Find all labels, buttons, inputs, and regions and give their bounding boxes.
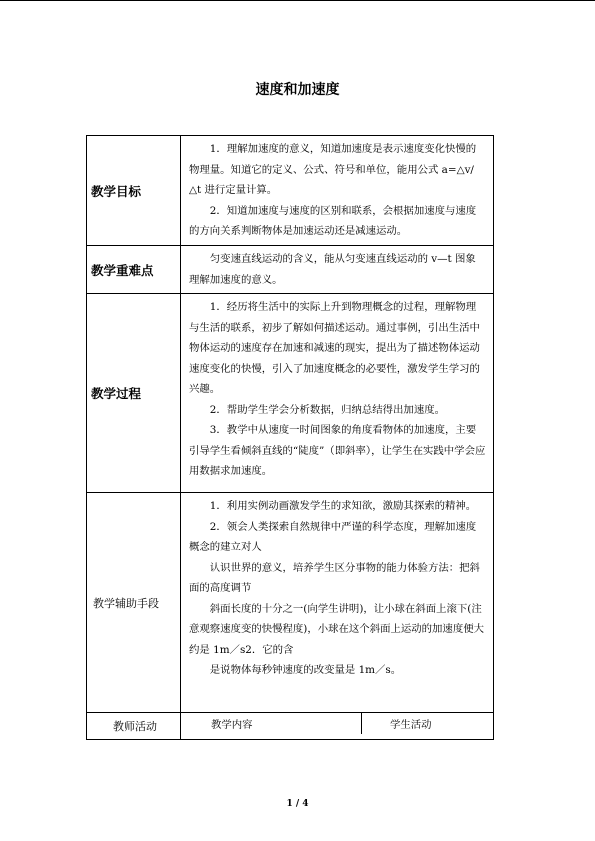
process-paragraph-3: 3．教学中从速度一时间图象的角度看物体的加速度，主要引导学生看倾斜直线的“陡度”（即斜率），让学生在实践中学会应用数据求加速度。 bbox=[189, 424, 486, 477]
aids-paragraph-3: 认识世界的意义，培养学生区分事物的能力体验方法：把斜面的高度调节 bbox=[189, 561, 480, 594]
row-content-goals bbox=[181, 136, 494, 246]
row-content-key-points bbox=[181, 246, 494, 294]
row-content-aids bbox=[181, 493, 494, 713]
key-points-paragraph-1: 匀变速直线运动的含义，能从匀变速直线运动的 v—t 图象理解加速度的意义。 bbox=[189, 253, 476, 286]
table-row-activity-header bbox=[87, 713, 494, 740]
header-split-cell bbox=[181, 713, 494, 740]
row-label-key-points: 教学重难点 bbox=[87, 246, 181, 294]
header-teacher-activity: 教师活动 bbox=[87, 713, 181, 740]
header-teaching-content: 教学内容 bbox=[211, 719, 253, 731]
table-row-process bbox=[87, 294, 494, 493]
goals-paragraph-2: 2．知道加速度与速度的区别和联系，会根据加速度与速度的方向关系判断物体是加速运动还是减速运动。 bbox=[189, 204, 477, 237]
table-row-key-points bbox=[87, 246, 494, 294]
row-label-aids: 教学辅助手段 bbox=[87, 493, 181, 713]
document-title: 速度和加速度 bbox=[255, 82, 340, 98]
aids-paragraph-4: 斜面长度的十分之一(向学生讲明)，让小球在斜面上滚下(注意观察速度变的快慢程度)，小球在这个斜面上运动的加速度便大约是 1m／s2．它的含 bbox=[189, 602, 484, 656]
lesson-plan-table bbox=[86, 135, 494, 740]
table-row-aids bbox=[87, 493, 494, 713]
top-rule bbox=[0, 0, 595, 1]
aids-paragraph-5: 是说物体每秒钟速度的改变量是 1m／s。 bbox=[209, 664, 402, 676]
process-paragraph-2: 2．帮助学生学会分析数据，归纳总结得出加速度。 bbox=[209, 403, 445, 416]
page-indicator: 1 / 4 bbox=[286, 799, 309, 809]
row-content-process bbox=[181, 294, 494, 493]
row-label-process: 教学过程 bbox=[87, 294, 181, 493]
goals-paragraph-1: 1．理解加速度的意义，知道加速度是表示速度变化快慢的物理量。知道它的定义、公式、符号和单位，能用公式 a=△v/△t 进行定量计算。 bbox=[189, 143, 477, 196]
row-label-goals: 教学目标 bbox=[87, 136, 181, 246]
header-inner-table bbox=[181, 713, 493, 734]
header-student-activity: 学生活动 bbox=[362, 713, 494, 734]
process-paragraph-1: 1．经历将生活中的实际上升到物理概念的过程，理解物理与生活的联系，初步了解如何描述运动。通过事例，引出生活中物体运动的速度存在加速和减速的现实，提出为了描述物体运动速度变化的快慢，引入了加速度概念的必要性，激发学生学习的兴趣。 bbox=[189, 301, 480, 395]
table-row-goals bbox=[87, 136, 494, 246]
aids-paragraph-1: 1．利用实例动画激发学生的求知欲，激励其探索的精神。 bbox=[209, 500, 477, 512]
aids-paragraph-2: 2．领会人类探索自然规律中严谨的科学态度，理解加速度概念的建立对人 bbox=[189, 520, 477, 553]
